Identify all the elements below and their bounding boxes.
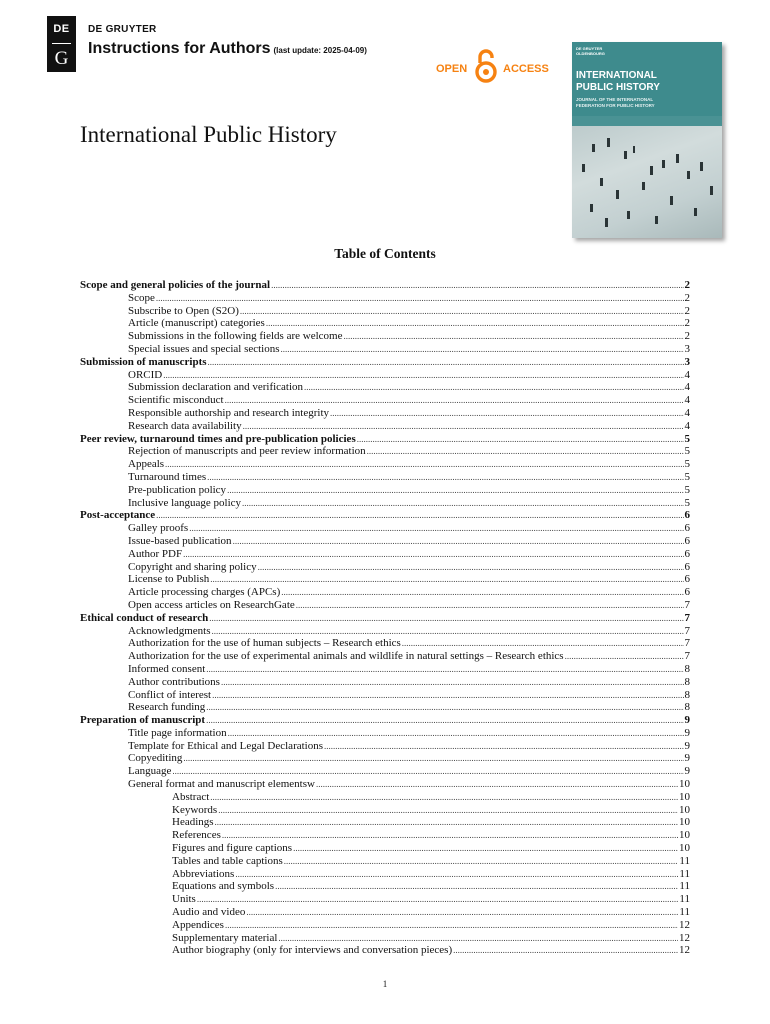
toc-entry[interactable] — [80, 932, 690, 945]
toc-entry-title: Abstract — [172, 790, 210, 803]
toc-dot-leader — [206, 714, 683, 727]
toc-dot-leader — [163, 369, 683, 382]
toc-entry[interactable] — [80, 868, 690, 881]
toc-dot-leader — [156, 292, 684, 305]
toc-entry-page: 2 — [684, 330, 690, 343]
toc-entry-page: 2 — [684, 304, 690, 317]
cover-subtitle-line2: FEDERATION FOR PUBLIC HISTORY — [576, 103, 655, 108]
toc-dot-leader — [207, 471, 683, 484]
toc-entry[interactable] — [80, 752, 690, 765]
toc-entry[interactable] — [80, 356, 690, 369]
cover-title — [576, 70, 660, 94]
toc-entry-title: Figures and figure captions — [172, 842, 293, 855]
toc-dot-leader — [330, 407, 683, 420]
toc-entry[interactable] — [80, 509, 690, 522]
toc-entry-title: Turnaround times — [128, 470, 207, 483]
toc-entry-page: 10 — [679, 829, 690, 842]
toc-entry[interactable] — [80, 740, 690, 753]
toc-dot-leader — [218, 804, 678, 817]
toc-entry[interactable] — [80, 433, 690, 446]
cover-photo-figures — [572, 116, 722, 238]
toc-entry[interactable] — [80, 919, 690, 932]
cover-subtitle-line1: JOURNAL OF THE INTERNATIONAL — [576, 97, 654, 102]
logo-divider — [52, 43, 71, 44]
toc-dot-leader — [565, 650, 684, 663]
toc-dot-leader — [206, 701, 683, 714]
toc-entry[interactable] — [80, 663, 690, 676]
toc-entry-page: 6 — [684, 522, 690, 535]
logo-bottom-text: G — [54, 48, 69, 69]
toc-dot-leader — [296, 599, 684, 612]
toc-entry[interactable] — [80, 612, 690, 625]
toc-entry[interactable] — [80, 676, 690, 689]
toc-entry-page: 4 — [684, 394, 690, 407]
toc-entry[interactable] — [80, 381, 690, 394]
toc-dot-leader — [316, 778, 678, 791]
toc-entry-page: 2 — [684, 279, 690, 291]
toc-dot-leader — [324, 740, 683, 753]
toc-entry-page: 4 — [684, 419, 690, 432]
toc-entry-page: 3 — [684, 355, 690, 368]
toc-dot-leader — [453, 944, 678, 957]
toc-entry-title: License to Publish — [128, 573, 210, 586]
toc-entry-title: Conflict of interest — [128, 688, 212, 701]
journal-title: International Public History — [80, 122, 337, 147]
toc-entry-title: Equations and symbols — [172, 880, 275, 893]
toc-entry[interactable] — [80, 791, 690, 804]
toc-entry[interactable] — [80, 561, 690, 574]
toc-entry-title: Informed consent — [128, 662, 206, 675]
toc-entry-page: 9 — [684, 726, 690, 739]
toc-entry[interactable] — [80, 471, 690, 484]
toc-dot-leader — [221, 676, 684, 689]
toc-entry-page: 4 — [684, 381, 690, 394]
toc-entry-page: 10 — [679, 842, 690, 855]
toc-dot-leader — [242, 497, 683, 510]
toc-entry-title: Language — [128, 765, 172, 778]
toc-entry-page: 6 — [684, 509, 690, 522]
toc-entry[interactable] — [80, 625, 690, 638]
toc-dot-leader — [235, 868, 678, 881]
toc-dot-leader — [293, 842, 678, 855]
toc-entry-page: 2 — [684, 317, 690, 330]
toc-entry-page: 4 — [684, 406, 690, 419]
toc-entry[interactable] — [80, 893, 690, 906]
toc-entry-page: 10 — [679, 778, 690, 791]
toc-entry-title: Open access articles on ResearchGate — [128, 598, 295, 611]
toc-entry[interactable] — [80, 650, 690, 663]
toc-dot-leader — [183, 752, 683, 765]
toc-dot-leader — [243, 420, 684, 433]
toc-entry-title: Research funding — [128, 701, 206, 714]
toc-entry[interactable] — [80, 420, 690, 433]
toc-entry-title: Issue-based publication — [128, 534, 232, 547]
cover-publisher-line2: OLDENBOURG — [576, 51, 605, 56]
toc-entry[interactable] — [80, 599, 690, 612]
toc-dot-leader — [284, 855, 679, 868]
toc-entry-page: 7 — [684, 637, 690, 650]
toc-entry-page: 12 — [679, 944, 690, 957]
toc-dot-leader — [367, 445, 684, 458]
toc-entry-page: 5 — [684, 496, 690, 509]
toc-dot-leader — [343, 330, 683, 343]
toc-entry-page: 8 — [684, 662, 690, 675]
toc-dot-leader — [210, 573, 683, 586]
toc-entry[interactable] — [80, 535, 690, 548]
toc-entry[interactable] — [80, 279, 690, 292]
toc-entry-title: Submission of manuscripts — [80, 355, 207, 368]
toc-dot-leader — [281, 343, 684, 356]
toc-dot-leader — [222, 829, 678, 842]
toc-entry[interactable] — [80, 906, 690, 919]
toc-entry-title: ORCID — [128, 368, 163, 381]
toc-entry-title: Special issues and special sections — [128, 342, 280, 355]
open-access-left-text: OPEN — [436, 63, 468, 75]
toc-entry-title: Article (manuscript) categories — [128, 317, 265, 330]
toc-entry-title: Article processing charges (APCs) — [128, 586, 281, 599]
toc-entry-title: Subscribe to Open (S2O) — [128, 304, 239, 317]
toc-entry-title: Preparation of manuscript — [80, 714, 206, 727]
toc-dot-leader — [189, 522, 683, 535]
toc-entry[interactable] — [80, 765, 690, 778]
toc-entry-title: Rejection of manuscripts and peer review information — [128, 445, 366, 458]
cover-stripe — [572, 116, 722, 126]
document-title — [88, 40, 367, 58]
toc-dot-leader — [278, 932, 678, 945]
toc-dot-leader — [206, 663, 683, 676]
de-gruyter-logo — [47, 16, 76, 72]
toc-entry-title: Author contributions — [128, 675, 220, 688]
publisher-name: DE GRUYTER — [88, 24, 157, 35]
toc-dot-leader — [228, 727, 684, 740]
toc-entry-title: Abbreviations — [172, 867, 235, 880]
cover-title-line2: PUBLIC HISTORY — [576, 82, 660, 93]
toc-entry-title: Inclusive language policy — [128, 496, 242, 509]
cover-subtitle — [576, 97, 655, 109]
toc-dot-leader — [165, 458, 683, 471]
toc-entry-title: Responsible authorship and research integrity — [128, 406, 330, 419]
toc-entry[interactable] — [80, 855, 690, 868]
toc-heading: Table of Contents — [334, 246, 436, 261]
toc-entry-title: Research data availability — [128, 419, 242, 432]
toc-entry-page: 5 — [684, 432, 690, 445]
toc-entry-title: References — [172, 829, 221, 842]
toc-entry-page: 10 — [679, 816, 690, 829]
toc-entry-page: 8 — [684, 701, 690, 714]
toc-dot-leader — [211, 625, 683, 638]
toc-dot-leader — [172, 765, 683, 778]
document-title-text: Instructions for Authors — [88, 40, 271, 57]
toc-dot-leader — [227, 484, 683, 497]
cover-title-line1: INTERNATIONAL — [576, 70, 657, 81]
page-number: 1 — [382, 979, 388, 989]
toc-dot-leader — [266, 317, 684, 330]
toc-entry-title: Appeals — [128, 458, 165, 471]
toc-entry-page: 9 — [684, 765, 690, 778]
toc-entry-page: 5 — [684, 445, 690, 458]
toc-entry-page: 2 — [684, 291, 690, 304]
toc-dot-leader — [246, 906, 678, 919]
cover-publisher — [576, 46, 605, 56]
toc-entry-page: 6 — [684, 560, 690, 573]
toc-entry[interactable] — [80, 522, 690, 535]
toc-entry-title: Peer review, turnaround times and pre-publication policies — [80, 432, 356, 445]
toc-entry-title: Tables and table captions — [172, 854, 283, 867]
table-of-contents — [80, 279, 690, 957]
toc-entry-title: Audio and video — [172, 906, 246, 919]
toc-entry[interactable] — [80, 689, 690, 702]
toc-entry-title: Authorization for the use of experimental animals and wildlife in natural settings – Research ethics — [128, 650, 564, 663]
toc-entry-title: Scope and general policies of the journal — [80, 279, 271, 291]
toc-entry[interactable] — [80, 484, 690, 497]
toc-entry-page: 6 — [684, 534, 690, 547]
toc-entry[interactable] — [80, 445, 690, 458]
toc-entry-title: Galley proofs — [128, 522, 189, 535]
toc-entry-page: 9 — [684, 752, 690, 765]
open-access-lock-icon — [473, 48, 499, 84]
cover-photo — [572, 116, 722, 238]
toc-entry[interactable] — [80, 394, 690, 407]
toc-dot-leader — [271, 279, 683, 292]
toc-entry[interactable] — [80, 343, 690, 356]
toc-entry-title: Submissions in the following fields are welcome — [128, 330, 343, 343]
toc-entry[interactable] — [80, 804, 690, 817]
toc-dot-leader — [210, 791, 678, 804]
toc-entry-page: 11 — [679, 893, 690, 906]
cover-publisher-line1: DE GRUYTER — [576, 46, 603, 51]
toc-entry[interactable] — [80, 727, 690, 740]
toc-entry[interactable] — [80, 816, 690, 829]
toc-dot-leader — [304, 381, 683, 394]
toc-entry-title: Scientific misconduct — [128, 394, 224, 407]
toc-entry-page: 6 — [684, 547, 690, 560]
toc-entry[interactable] — [80, 458, 690, 471]
toc-entry[interactable] — [80, 305, 690, 318]
toc-entry-title: Submission declaration and verification — [128, 381, 304, 394]
toc-dot-leader — [357, 433, 684, 446]
toc-entry-page: 5 — [684, 458, 690, 471]
toc-entry-page: 12 — [679, 931, 690, 944]
toc-dot-leader — [281, 586, 683, 599]
toc-dot-leader — [240, 305, 684, 318]
toc-entry-title: General format and manuscript elementsw — [128, 778, 315, 791]
toc-entry-page: 7 — [684, 624, 690, 637]
toc-entry-title: Post-acceptance — [80, 509, 156, 522]
toc-entry[interactable] — [80, 573, 690, 586]
toc-dot-leader — [209, 612, 683, 625]
toc-entry-page: 10 — [679, 803, 690, 816]
toc-dot-leader — [208, 356, 684, 369]
toc-entry-page: 4 — [684, 368, 690, 381]
toc-entry[interactable] — [80, 880, 690, 893]
toc-entry-page: 3 — [684, 342, 690, 355]
toc-dot-leader — [183, 548, 683, 561]
toc-dot-leader — [212, 689, 683, 702]
toc-entry-title: Headings — [172, 816, 214, 829]
toc-entry[interactable] — [80, 586, 690, 599]
toc-dot-leader — [156, 509, 683, 522]
toc-entry-page: 7 — [684, 650, 690, 663]
toc-entry-title: Keywords — [172, 803, 218, 816]
toc-dot-leader — [225, 394, 684, 407]
toc-entry-title: Author biography (only for interviews and conversation pieces) — [172, 944, 453, 957]
journal-cover-image — [572, 42, 722, 238]
last-update: (last update: 2025-04-09) — [273, 46, 367, 55]
logo-top-text: DE — [53, 23, 70, 35]
toc-entry[interactable] — [80, 548, 690, 561]
toc-entry-title: Acknowledgments — [128, 624, 211, 637]
toc-entry-page: 11 — [679, 867, 690, 880]
toc-entry-page: 5 — [684, 483, 690, 496]
toc-entry-title: Author PDF — [128, 547, 183, 560]
toc-entry-page: 8 — [684, 675, 690, 688]
toc-entry[interactable] — [80, 407, 690, 420]
toc-entry-title: Ethical conduct of research — [80, 611, 209, 624]
toc-entry-page: 11 — [679, 880, 690, 893]
toc-dot-leader — [275, 880, 678, 893]
toc-entry[interactable] — [80, 292, 690, 305]
toc-entry[interactable] — [80, 778, 690, 791]
toc-entry-page: 12 — [679, 918, 690, 931]
toc-dot-leader — [225, 919, 678, 932]
toc-entry[interactable] — [80, 330, 690, 343]
toc-entry-page: 7 — [684, 611, 690, 624]
toc-entry-title: Copyright and sharing policy — [128, 560, 257, 573]
toc-entry[interactable] — [80, 317, 690, 330]
toc-entry-page: 6 — [684, 586, 690, 599]
open-access-right-text: ACCESS — [503, 63, 549, 75]
toc-dot-leader — [258, 561, 684, 574]
toc-entry-page: 7 — [684, 598, 690, 611]
toc-entry-title: Pre-publication policy — [128, 483, 227, 496]
toc-entry[interactable] — [80, 842, 690, 855]
toc-entry-page: 9 — [684, 714, 690, 727]
toc-entry[interactable] — [80, 637, 690, 650]
toc-dot-leader — [215, 816, 678, 829]
toc-dot-leader — [402, 637, 684, 650]
toc-entry-page: 5 — [684, 470, 690, 483]
toc-entry[interactable] — [80, 829, 690, 842]
toc-entry-page: 8 — [684, 688, 690, 701]
toc-entry[interactable] — [80, 944, 690, 957]
toc-entry-title: Title page information — [128, 726, 227, 739]
toc-entry[interactable] — [80, 701, 690, 714]
toc-entry-title: Appendices — [172, 918, 224, 931]
toc-dot-leader — [197, 893, 679, 906]
toc-entry-title: Authorization for the use of human subjects – Research ethics — [128, 637, 401, 650]
toc-entry-title: Copyediting — [128, 752, 183, 765]
toc-entry[interactable] — [80, 714, 690, 727]
toc-entry-title: Scope — [128, 291, 155, 304]
toc-entry[interactable] — [80, 497, 690, 510]
toc-entry[interactable] — [80, 369, 690, 382]
toc-entry-title: Template for Ethical and Legal Declarations — [128, 739, 324, 752]
toc-entry-title: Supplementary material — [172, 931, 278, 944]
toc-entry-page: 11 — [679, 906, 690, 919]
toc-entry-page: 9 — [684, 739, 690, 752]
toc-dot-leader — [233, 535, 684, 548]
toc-entry-title: Units — [172, 893, 196, 906]
toc-entry-page: 11 — [679, 854, 690, 867]
toc-entry-page: 10 — [679, 790, 690, 803]
toc-entry-page: 6 — [684, 573, 690, 586]
